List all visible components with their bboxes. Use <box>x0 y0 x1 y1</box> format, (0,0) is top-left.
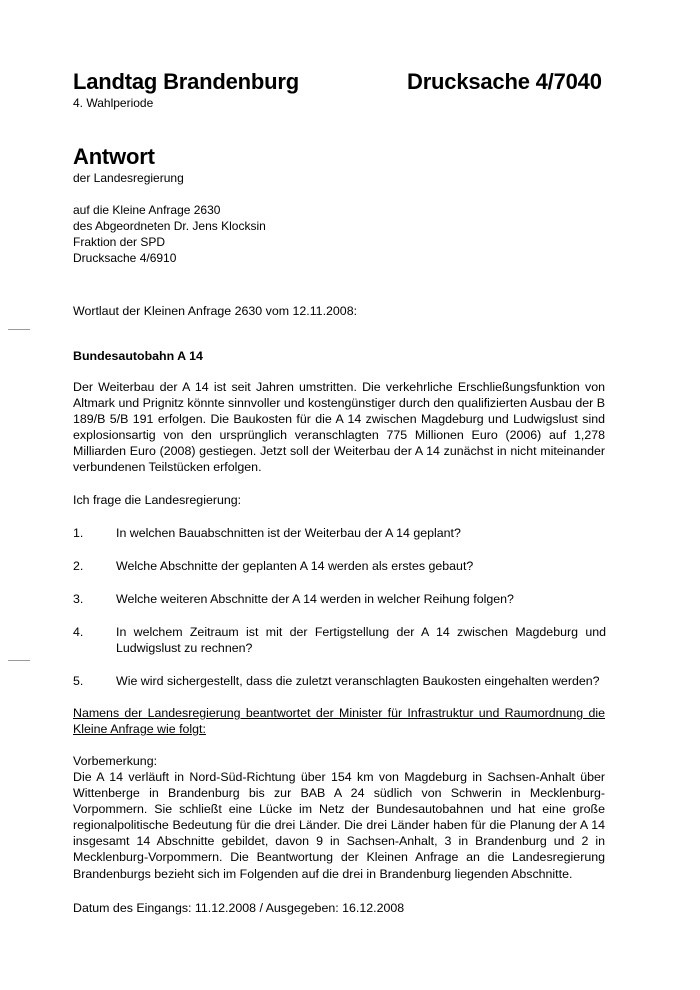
parliament-name: Landtag Brandenburg <box>73 69 299 94</box>
subject-heading: Bundesautobahn A 14 <box>73 349 203 363</box>
question-number: 3. <box>73 592 84 606</box>
question-text: Welche weiteren Abschnitte der A 14 werden in welcher Reihung folgen? <box>116 592 514 606</box>
question-text: Welche Abschnitte der geplanten A 14 werden als erstes gebaut? <box>116 559 474 573</box>
document-number: Drucksache 4/7040 <box>407 69 602 94</box>
question-item <box>0 591 700 607</box>
answer-intro: Namens der Landesregierung beantwortet der Minister für Infrastruktur und Raumordnung die Kleine Anfrage wie folgt: <box>73 706 605 737</box>
punch-mark <box>8 329 30 330</box>
doc-type-title: Antwort <box>73 144 155 169</box>
doc-type-subtitle: der Landesregierung <box>73 171 184 185</box>
inquiry-ref-line: des Abgeordneten Dr. Jens Klocksin <box>73 219 266 233</box>
inquiry-ref-line: Fraktion der SPD <box>73 235 166 249</box>
question-number: 2. <box>73 559 84 573</box>
question-number: 5. <box>73 674 84 688</box>
preliminary-label: Vorbemerkung: <box>73 754 158 768</box>
question-item <box>0 525 700 541</box>
punch-mark <box>8 660 30 661</box>
question-item <box>0 558 700 574</box>
inquiry-ref-line: auf die Kleine Anfrage 2630 <box>73 203 221 217</box>
question-number: 1. <box>73 526 84 540</box>
question-number: 4. <box>73 625 84 639</box>
ask-line: Ich frage die Landesregierung: <box>73 493 242 507</box>
question-item <box>0 673 700 689</box>
inquiry-ref-line: Drucksache 4/6910 <box>73 251 177 265</box>
footer-dates: Datum des Eingangs: 11.12.2008 / Ausgegeben: 16.12.2008 <box>73 901 405 915</box>
intro-paragraph: Der Weiterbau der A 14 ist seit Jahren umstritten. Die verkehrliche Erschließungsfunktion von Altmark und Prignitz könnte sinnvoller und kostengünstiger durch den qualifizierten Ausbau der B 189/B 5/B 191 erfolgen. Die Baukosten für die A 14 zwischen Magdeburg und Ludwigslust sind explosionsartig von den ursprünglich veranschlagten 775 Millionen Euro (2006) auf 1,278 Milliarden Euro (2008) gestiegen. Jetzt soll der Weiterbau der A 14 zunächst in nicht miteinander verbundenen Teilstücken erfolgen. <box>73 380 605 475</box>
legislative-period: 4. Wahlperiode <box>73 96 154 110</box>
question-item <box>0 624 700 656</box>
inquiry-ref <box>73 203 266 267</box>
question-text: Wie wird sichergestellt, dass die zuletzt veranschlagten Baukosten eingehalten werden? <box>116 674 600 688</box>
wording-intro: Wortlaut der Kleinen Anfrage 2630 vom 12.11.2008: <box>73 304 358 318</box>
question-text: In welchem Zeitraum ist mit der Fertigstellung der A 14 zwischen Magdeburg und Ludwigslust zu rechnen? <box>116 625 606 656</box>
preliminary-text: Die A 14 verläuft in Nord-Süd-Richtung über 154 km von Magdeburg in Sachsen-Anhalt über Wittenberge in Brandenburg bis zur BAB A 24 südlich von Schwerin in Mecklenburg-Vorpommern. Sie schließt eine Lücke im Netz der Bundesautobahnen und hat eine große regionalpolitische Bedeutung für die drei Länder. Die drei Länder haben für die Planung der A 14 insgesamt 14 Abschnitte gebildet, davon 9 in Sachsen-Anhalt, 3 in Brandenburg und 2 in Mecklenburg-Vorpommern. Die Beantwortung der Kleinen Anfrage an die Landesregierung Brandenburgs bezieht sich im Folgenden auf die drei in Brandenburg liegenden Abschnitte. <box>73 770 605 881</box>
question-text: In welchen Bauabschnitten ist der Weiterbau der A 14 geplant? <box>116 526 461 540</box>
